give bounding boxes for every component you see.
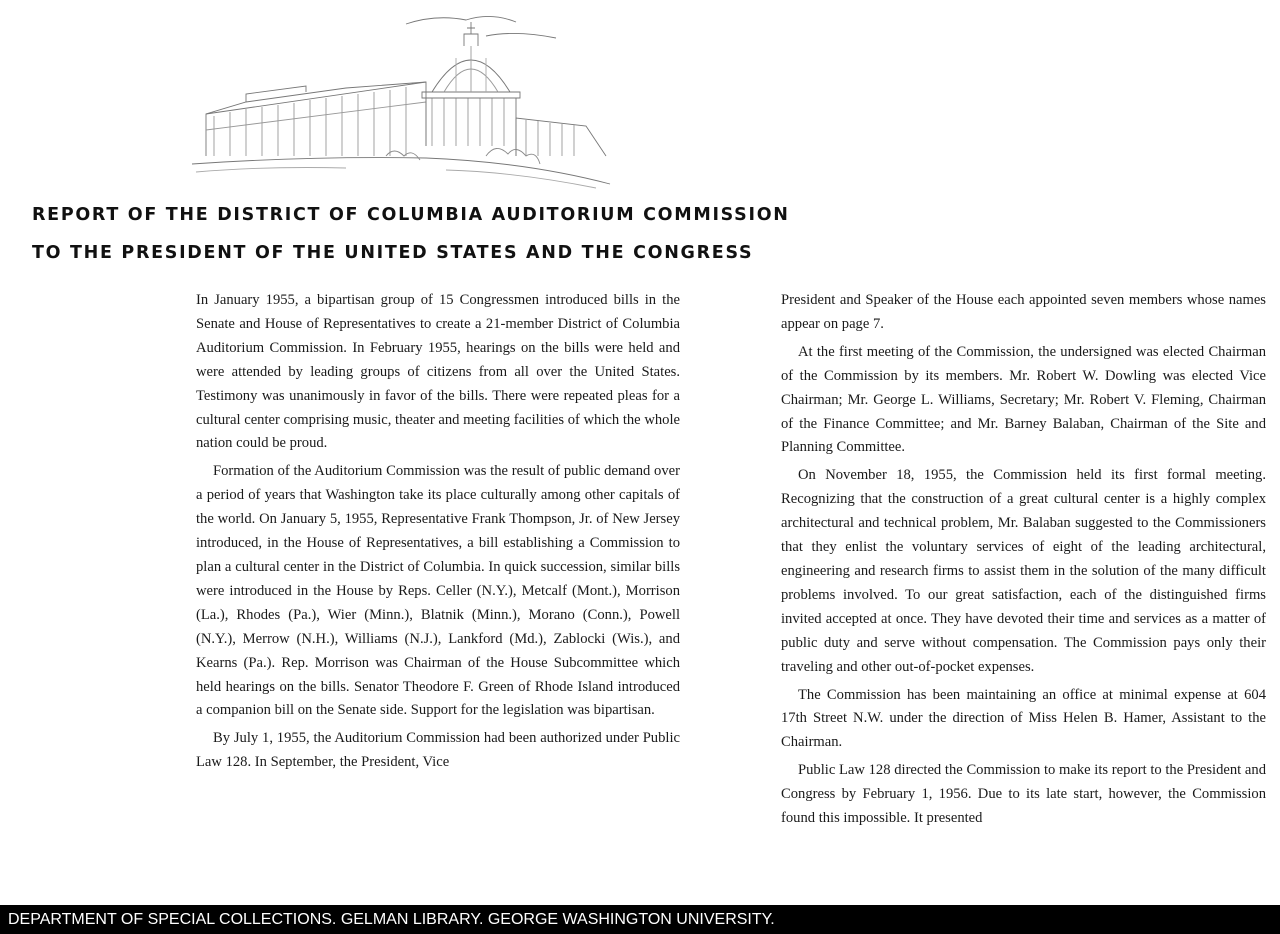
paragraph: On November 18, 1955, the Commission held its first formal meeting. Recognizing that the construction of a great cultural center is a highly complex architectural and technical problem, Mr. Balaban suggested to the Commissioners that they enlist the voluntary services of eight of the leading architectural, engineering and research firms to assist them in the solution of the many difficult problems involved. To our great satisfaction, each of the distinguished firms invited accepted at once. They have devoted their time and services as a matter of public duty and serve without compensation. The Commission pays only their traveling and other out-of-pocket expenses. — [781, 467, 1266, 675]
report-title-line-1: REPORT OF THE DISTRICT OF COLUMBIA AUDITORIUM COMMISSION — [32, 205, 790, 225]
paragraph: At the first meeting of the Commission, the undersigned was elected Chairman of the Commission by its members. Mr. Robert W. Dowling was elected Vice Chairman; Mr. George L. Williams, Secretary; Mr. Robert V. Fleming, Chairman of the Finance Committee; and Mr. Barney Balaban, Chairman of the Site and Planning Committee. — [781, 343, 1266, 456]
report-title-line-2: TO THE PRESIDENT OF THE UNITED STATES AND THE CONGRESS — [32, 243, 754, 263]
paragraph: The Commission has been maintaining an office at minimal expense at 604 17th Street N.W. under the direction of Miss Helen B. Hamer, Assistant to the Chairman. — [781, 686, 1266, 751]
right-text-column — [781, 289, 1266, 895]
archive-credit-bar: DEPARTMENT OF SPECIAL COLLECTIONS. GELMAN LIBRARY. GEORGE WASHINGTON UNIVERSITY. — [0, 905, 1280, 934]
paragraph: In January 1955, a bipartisan group of 15 Congressmen introduced bills in the Senate and House of Representatives to create a 21-member District of Columbia Auditorium Commission. In February 1955, hearings on the bills were held and were attended by leading groups of citizens from all over the United States. Testimony was unanimously in favor of the bills. There were repeated pleas for a cultural center comprising music, theater and meeting facilities of which the whole nation could be proud. — [196, 292, 680, 452]
left-text-column — [196, 289, 680, 895]
capitol-illustration — [186, 6, 616, 190]
paragraph: Formation of the Auditorium Commission was the result of public demand over a period of years that Washington take its place culturally among other capitals of the world. On January 5, 1955, Representative Frank Thompson, Jr. of New Jersey introduced, in the House of Representatives, a bill establishing a Commission to plan a cultural center in the District of Columbia. In quick succession, similar bills were introduced in the House by Reps. Celler (N.Y.), Metcalf (Mont.), Morrison (La.), Rhodes (Pa.), Wier (Minn.), Blatnik (Minn.), Morano (Conn.), Powell (N.Y.), Merrow (N.H.), Williams (N.J.), Lankford (Md.), Zablocki (Wis.), and Kearns (Pa.). Rep. Morrison was Chairman of the House Subcommittee which held hearings on the bills. Senator Theodore F. Green of Rhode Island introduced a companion bill on the Senate side. Support for the legislation was bipartisan. — [196, 463, 680, 719]
paragraph: By July 1, 1955, the Auditorium Commission had been authorized under Public Law 128. In September, the President, Vice — [196, 730, 680, 771]
paragraph: President and Speaker of the House each appointed seven members whose names appear on page 7. — [781, 292, 1266, 332]
paragraph: Public Law 128 directed the Commission to make its report to the President and Congress by February 1, 1956. Due to its late start, however, the Commission found this impossible. It presented — [781, 762, 1266, 827]
